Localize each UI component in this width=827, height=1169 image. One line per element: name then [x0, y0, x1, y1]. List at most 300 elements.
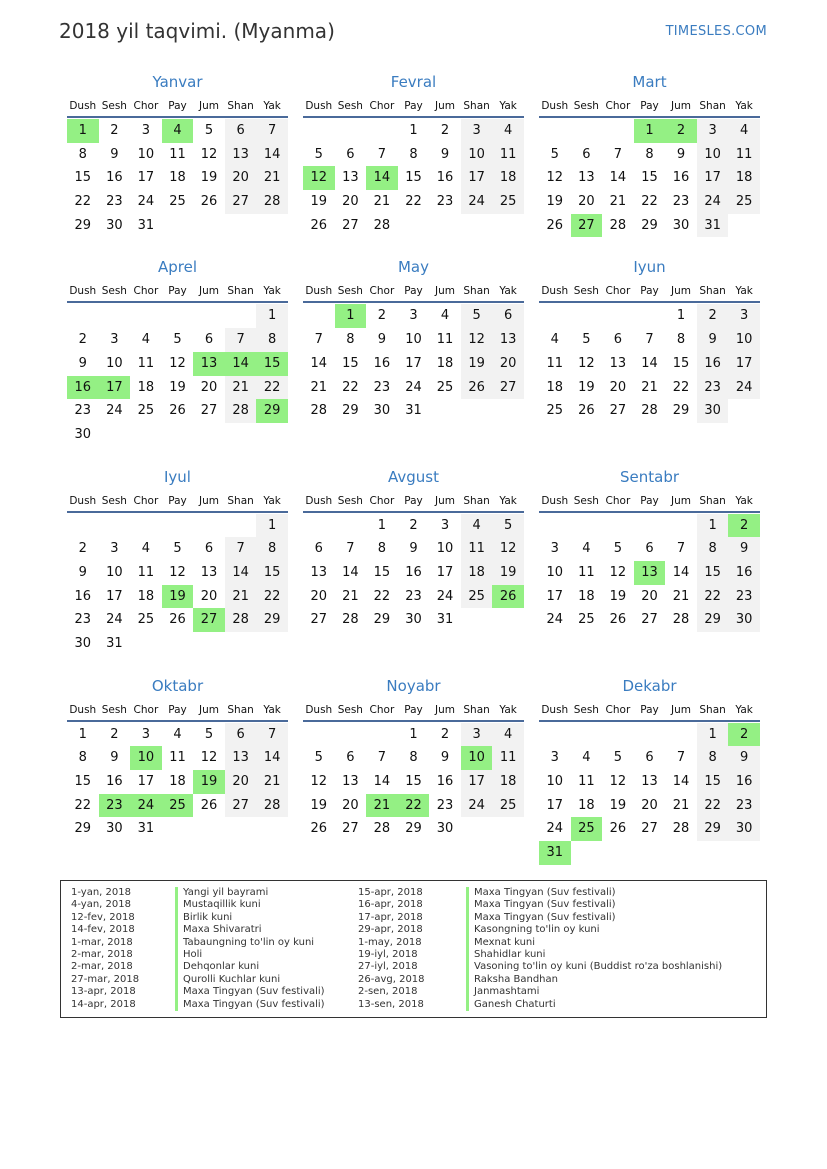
day-cell: 15: [74, 774, 92, 790]
empty-cell: [665, 723, 697, 747]
day-cell: 21: [225, 585, 257, 609]
weekday-label: Jum: [199, 100, 220, 112]
day-cell: 13: [342, 774, 359, 790]
weekday-header: [539, 94, 760, 118]
empty-cell: [225, 514, 257, 538]
day-cell: 20: [492, 352, 524, 376]
empty-cell: [539, 304, 571, 328]
day-cell: 5: [550, 146, 559, 162]
empty-cell: [130, 514, 162, 538]
day-cell: 16: [436, 774, 454, 790]
day-cell: 22: [342, 379, 359, 395]
day-cell: 4: [141, 541, 151, 557]
day-cell: 30: [697, 399, 729, 423]
day-cell: 10: [546, 774, 564, 790]
holiday-dates-col-2: [358, 887, 425, 1011]
day-cell: 29: [697, 817, 729, 841]
day-cell: 22: [697, 585, 729, 609]
holiday-day-cell: 25: [162, 794, 194, 818]
day-cell: 6: [225, 119, 257, 143]
day-cell: 19: [546, 194, 564, 210]
day-cell: 29: [697, 608, 729, 632]
weekday-header: [539, 279, 760, 303]
weekday-label: Sesh: [101, 285, 127, 298]
day-cell: 29: [74, 821, 92, 837]
day-cell: 17: [461, 166, 493, 190]
day-cell: 8: [346, 332, 355, 348]
weekday-label: Shan: [699, 703, 726, 716]
day-cell: 8: [697, 746, 729, 770]
holiday-day-cell: 4: [162, 119, 194, 143]
holiday-day-cell: 12: [303, 166, 335, 190]
weekday-label: Pay: [404, 100, 423, 112]
day-cell: 10: [106, 564, 123, 580]
month-dekabr: [539, 676, 760, 865]
day-cell: 4: [173, 726, 182, 742]
day-cell: 10: [405, 332, 422, 348]
day-cell: 14: [310, 355, 328, 371]
day-cell: 29: [342, 403, 359, 419]
day-cell: 26: [200, 797, 218, 813]
weekday-label: Shan: [463, 494, 490, 507]
weekday-header: [67, 698, 288, 722]
day-cell: 19: [310, 194, 328, 210]
empty-cell: [162, 514, 194, 538]
weekday-label: Jum: [199, 494, 220, 507]
day-cell: 10: [106, 355, 123, 371]
day-cell: 1: [676, 308, 686, 324]
holiday-day-cell: 31: [539, 841, 571, 865]
empty-cell: [303, 119, 335, 143]
weekday-label: Sesh: [101, 100, 127, 112]
weekday-label: Pay: [404, 703, 423, 716]
day-grid: [67, 303, 288, 446]
day-cell: 5: [461, 304, 493, 328]
day-cell: 8: [676, 332, 686, 348]
weekday-label: Dush: [541, 494, 569, 507]
holiday-name: Vasoning to'lin oy kuni (Buddist ro'za boshlanishi): [466, 961, 722, 973]
weekday-label: Dush: [69, 703, 97, 716]
holiday-day-cell: 13: [193, 352, 225, 376]
day-cell: 30: [436, 821, 454, 837]
day-cell: 7: [676, 541, 686, 557]
day-cell: 14: [256, 746, 288, 770]
day-cell: 30: [106, 217, 123, 233]
day-cell: 11: [137, 355, 155, 371]
day-cell: 17: [546, 588, 564, 604]
day-cell: 24: [461, 794, 493, 818]
empty-cell: [335, 723, 367, 747]
month-name: Dekabr: [622, 676, 677, 695]
day-cell: 5: [173, 541, 182, 557]
month-name: Noyabr: [386, 676, 441, 695]
empty-cell: [366, 119, 398, 143]
holiday-name: Maxa Tingyan (Suv festivali): [175, 999, 325, 1011]
weekday-label: Yak: [263, 703, 281, 716]
empty-cell: [335, 514, 367, 538]
day-cell: 24: [461, 190, 493, 214]
day-cell: 5: [492, 514, 524, 538]
weekday-label: Chor: [605, 100, 631, 112]
weekday-label: Sesh: [573, 703, 599, 716]
day-cell: 27: [225, 794, 257, 818]
day-cell: 5: [613, 541, 623, 557]
quarter-row: [67, 257, 760, 446]
holiday-name: Holi: [175, 949, 325, 961]
month-name: Iyun: [633, 258, 666, 277]
weekday-label: Jum: [435, 285, 456, 298]
day-cell: 23: [436, 194, 454, 210]
holiday-date: 27-iyl, 2018: [358, 961, 418, 973]
day-cell: 4: [141, 332, 151, 348]
day-cell: 28: [225, 399, 257, 423]
empty-cell: [99, 304, 131, 328]
weekday-label: Chor: [605, 703, 631, 716]
holiday-date: 1-may, 2018: [358, 936, 422, 948]
day-cell: 9: [110, 146, 119, 162]
day-cell: 5: [314, 750, 323, 766]
day-cell: 12: [169, 355, 186, 371]
day-cell: 16: [373, 355, 391, 371]
day-grid: [539, 513, 760, 632]
day-cell: 9: [440, 750, 450, 766]
holiday-date: 17-apr, 2018: [358, 911, 423, 923]
day-cell: 15: [405, 170, 422, 186]
day-cell: 20: [578, 194, 595, 210]
day-cell: 17: [697, 166, 729, 190]
day-cell: 8: [256, 328, 288, 352]
day-cell: 12: [461, 328, 493, 352]
day-cell: 21: [373, 194, 391, 210]
empty-cell: [602, 723, 634, 747]
day-cell: 12: [200, 146, 218, 162]
day-cell: 6: [492, 304, 524, 328]
day-cell: 21: [672, 797, 690, 813]
day-cell: 11: [578, 564, 595, 580]
day-cell: 2: [78, 541, 87, 557]
day-cell: 26: [169, 403, 186, 419]
day-cell: 13: [578, 170, 595, 186]
day-cell: 14: [342, 564, 359, 580]
empty-cell: [303, 723, 335, 747]
day-cell: 16: [106, 170, 123, 186]
day-cell: 2: [110, 726, 119, 742]
day-cell: 16: [405, 564, 422, 580]
day-cell: 6: [613, 332, 623, 348]
holiday-day-cell: 24: [130, 794, 162, 818]
weekday-label: Sesh: [337, 285, 363, 298]
holiday-name: Birlik kuni: [175, 912, 325, 924]
day-cell: 26: [578, 403, 595, 419]
day-cell: 22: [405, 194, 422, 210]
day-cell: 7: [377, 750, 387, 766]
day-cell: 13: [342, 170, 359, 186]
day-cell: 29: [641, 217, 658, 233]
day-cell: 29: [672, 403, 690, 419]
day-cell: 6: [346, 146, 355, 162]
weekday-label: Dush: [69, 494, 97, 507]
day-cell: 4: [582, 750, 591, 766]
day-cell: 9: [377, 332, 387, 348]
day-cell: 7: [346, 541, 355, 557]
day-cell: 20: [641, 588, 658, 604]
day-cell: 23: [405, 588, 422, 604]
holiday-day-cell: 19: [162, 585, 194, 609]
day-cell: 7: [314, 332, 323, 348]
weekday-header: [539, 698, 760, 722]
day-cell: 17: [106, 588, 123, 604]
month-iyun: [539, 257, 760, 422]
empty-cell: [602, 119, 634, 143]
day-cell: 3: [141, 123, 151, 138]
day-cell: 15: [672, 355, 690, 371]
holiday-day-cell: 2: [665, 119, 697, 143]
day-cell: 18: [137, 588, 155, 604]
day-cell: 27: [492, 376, 524, 400]
weekday-label: Chor: [133, 494, 159, 507]
day-cell: 10: [728, 328, 760, 352]
day-cell: 2: [440, 123, 450, 138]
day-cell: 13: [641, 774, 658, 790]
weekday-label: Chor: [369, 285, 395, 298]
day-cell: 6: [204, 332, 214, 348]
day-cell: 3: [110, 541, 119, 557]
day-cell: 31: [697, 214, 729, 238]
day-cell: 31: [137, 217, 155, 233]
day-cell: 1: [256, 514, 288, 538]
empty-cell: [634, 304, 666, 328]
day-cell: 20: [342, 797, 359, 813]
day-cell: 21: [256, 770, 288, 794]
day-cell: 9: [78, 355, 87, 371]
day-cell: 12: [310, 774, 328, 790]
day-cell: 17: [436, 564, 454, 580]
day-cell: 23: [728, 585, 760, 609]
day-cell: 3: [697, 119, 729, 143]
holiday-name: Maxa Tingyan (Suv festivali): [466, 912, 722, 924]
month-mart: [539, 72, 760, 237]
weekday-label: Dush: [305, 494, 333, 507]
holiday-day-cell: 19: [193, 770, 225, 794]
day-cell: 21: [225, 376, 257, 400]
weekday-label: Sesh: [337, 703, 363, 716]
holiday-date: 13-apr, 2018: [71, 986, 136, 998]
day-cell: 16: [697, 352, 729, 376]
weekday-header: [303, 94, 524, 118]
weekday-label: Pay: [640, 285, 659, 298]
day-cell: 5: [613, 750, 623, 766]
weekday-label: Yak: [735, 285, 753, 298]
day-cell: 9: [676, 146, 686, 162]
day-cell: 9: [78, 564, 87, 580]
day-cell: 8: [697, 537, 729, 561]
day-cell: 25: [137, 612, 155, 628]
day-cell: 29: [256, 608, 288, 632]
weekday-label: Pay: [640, 100, 659, 112]
day-cell: 19: [169, 379, 186, 395]
weekday-header: [303, 279, 524, 303]
month-name: Iyul: [164, 467, 191, 486]
holiday-date: 16-apr, 2018: [358, 899, 423, 911]
holiday-date: 1-mar, 2018: [71, 936, 133, 948]
weekday-label: Shan: [227, 100, 254, 112]
weekday-label: Sesh: [101, 494, 127, 507]
day-cell: 28: [609, 217, 627, 233]
weekday-label: Yak: [735, 703, 753, 716]
day-cell: 3: [141, 726, 151, 742]
day-cell: 13: [225, 746, 257, 770]
holiday-name: Ganesh Chaturti: [466, 999, 722, 1011]
empty-cell: [193, 304, 225, 328]
weekday-label: Chor: [133, 100, 159, 112]
weekday-label: Pay: [168, 494, 187, 507]
day-cell: 6: [645, 541, 654, 557]
day-cell: 7: [256, 723, 288, 747]
weekday-label: Dush: [541, 703, 569, 716]
day-cell: 9: [110, 750, 119, 766]
day-cell: 8: [409, 146, 418, 162]
weekday-label: Shan: [227, 703, 254, 716]
day-cell: 4: [492, 723, 524, 747]
month-name: Yanvar: [152, 73, 203, 91]
day-cell: 24: [436, 588, 454, 604]
day-cell: 7: [645, 332, 654, 348]
day-cell: 24: [697, 190, 729, 214]
empty-cell: [303, 514, 335, 538]
day-cell: 27: [609, 403, 627, 419]
day-cell: 18: [137, 379, 155, 395]
day-cell: 5: [173, 332, 182, 348]
month-oktabr: [67, 676, 288, 841]
day-cell: 18: [492, 770, 524, 794]
weekday-label: Chor: [369, 494, 395, 507]
day-cell: 31: [436, 612, 454, 628]
day-cell: 21: [672, 588, 690, 604]
brand-link[interactable]: TIMESLES.COM: [665, 24, 767, 39]
day-cell: 2: [697, 304, 729, 328]
holiday-name: Maxa Tingyan (Suv festivali): [175, 986, 325, 998]
day-cell: 23: [74, 403, 92, 419]
day-cell: 3: [110, 332, 119, 348]
day-cell: 17: [405, 355, 422, 371]
weekday-label: Sesh: [337, 100, 363, 112]
weekday-label: Yak: [499, 100, 517, 112]
day-cell: 13: [492, 328, 524, 352]
day-cell: 24: [106, 612, 123, 628]
weekday-label: Jum: [199, 703, 220, 716]
empty-cell: [193, 514, 225, 538]
day-cell: 4: [550, 332, 559, 348]
weekday-label: Chor: [369, 703, 395, 716]
weekday-label: Jum: [671, 494, 692, 507]
weekday-label: Jum: [435, 100, 456, 112]
day-cell: 17: [137, 170, 155, 186]
day-cell: 24: [546, 612, 564, 628]
day-cell: 29: [74, 217, 92, 233]
day-cell: 15: [697, 561, 729, 585]
day-cell: 13: [200, 564, 218, 580]
day-cell: 23: [672, 194, 690, 210]
day-cell: 6: [346, 750, 355, 766]
day-cell: 14: [641, 355, 658, 371]
weekday-label: Shan: [699, 100, 726, 112]
day-cell: 8: [377, 541, 387, 557]
day-cell: 24: [546, 821, 564, 837]
day-grid: [539, 722, 760, 865]
holiday-name: Maxa Shivaratri: [175, 924, 325, 936]
day-cell: 4: [492, 119, 524, 143]
holiday-date: 14-fev, 2018: [71, 924, 135, 936]
day-cell: 6: [225, 723, 257, 747]
month-name: Mart: [632, 73, 667, 91]
day-cell: 18: [461, 561, 493, 585]
empty-cell: [303, 304, 335, 328]
holiday-day-cell: 23: [99, 794, 131, 818]
day-cell: 20: [225, 166, 257, 190]
day-cell: 14: [373, 774, 391, 790]
month-may: [303, 257, 524, 422]
day-cell: 13: [310, 564, 328, 580]
day-cell: 26: [169, 612, 186, 628]
year-calendar: [67, 72, 760, 885]
weekday-label: Dush: [541, 285, 569, 298]
empty-cell: [366, 723, 398, 747]
holiday-day-cell: 25: [571, 817, 603, 841]
empty-cell: [539, 514, 571, 538]
day-cell: 11: [137, 564, 155, 580]
weekday-label: Sesh: [101, 703, 127, 716]
day-cell: 19: [310, 797, 328, 813]
day-cell: 12: [609, 564, 627, 580]
day-cell: 2: [409, 517, 418, 533]
day-cell: 14: [609, 170, 627, 186]
holiday-day-cell: 27: [193, 608, 225, 632]
weekday-label: Dush: [305, 100, 333, 112]
day-cell: 20: [200, 588, 218, 604]
day-cell: 3: [728, 304, 760, 328]
day-cell: 15: [256, 561, 288, 585]
weekday-label: Jum: [671, 703, 692, 716]
weekday-label: Chor: [133, 285, 159, 298]
day-cell: 31: [106, 636, 123, 651]
weekday-label: Shan: [463, 285, 490, 298]
holiday-name: Mexnat kuni: [466, 937, 722, 949]
weekday-label: Chor: [605, 494, 631, 507]
day-cell: 22: [697, 794, 729, 818]
day-cell: 2: [110, 123, 119, 138]
holiday-name: Mustaqillik kuni: [175, 899, 325, 911]
day-cell: 21: [310, 379, 328, 395]
holiday-names-col-2: [466, 887, 722, 1011]
day-cell: 15: [74, 170, 92, 186]
holiday-date: 1-yan, 2018: [71, 887, 131, 898]
day-cell: 30: [405, 612, 422, 628]
holiday-name: Shahidlar kuni: [466, 949, 722, 961]
weekday-label: Jum: [671, 100, 692, 112]
weekday-label: Yak: [499, 494, 517, 507]
holiday-day-cell: 26: [492, 585, 524, 609]
day-cell: 25: [169, 194, 186, 210]
day-cell: 26: [461, 376, 493, 400]
day-cell: 22: [74, 194, 92, 210]
day-cell: 10: [436, 541, 454, 557]
day-cell: 9: [728, 746, 760, 770]
day-cell: 18: [546, 379, 564, 395]
day-cell: 17: [137, 774, 155, 790]
holiday-day-cell: 15: [256, 352, 288, 376]
empty-cell: [67, 514, 99, 538]
day-grid: [303, 303, 524, 422]
